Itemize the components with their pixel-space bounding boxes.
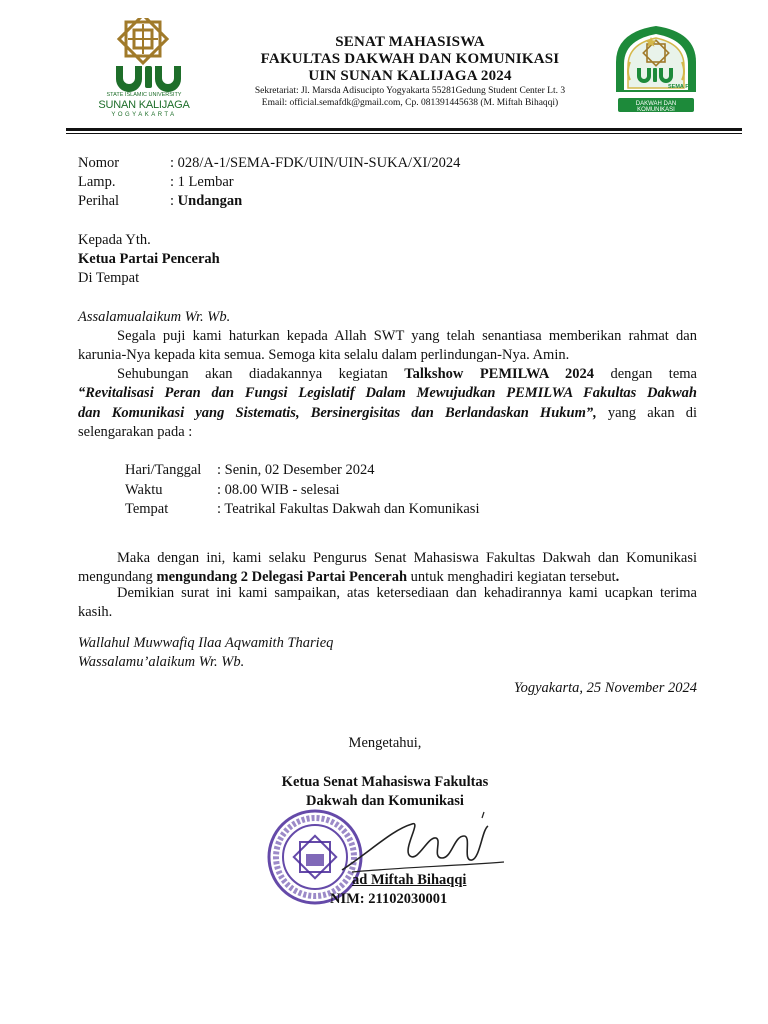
faculty-name: FAKULTAS DAKWAH DAN KOMUNIKASI — [260, 51, 560, 67]
event-theme: “Revitalisasi Peran dan Fungsi Legislatif Dalam Mewujudkan PEMILWA Fakultas Dakwah — [78, 385, 697, 401]
salutation: Assalamualaikum Wr. Wb. — [78, 309, 231, 325]
header-divider-thick — [66, 128, 742, 131]
logo-caption-1: STATE ISLAMIC UNIVERSITY — [106, 92, 182, 98]
paragraph-3-line-2: mengundang mengundang 2 Delegasi Partai Pencerah untuk menghadiri kegiatan tersebut. — [78, 569, 620, 585]
paragraph-3-line-1: Maka dengan ini, kami selaku Pengurus Senat Mahasiswa Fakultas Dakwah dan Komunikasi — [117, 550, 697, 566]
invitation-target: mengundang 2 Delegasi Partai Pencerah — [156, 569, 408, 585]
perihal-label: Perihal — [78, 193, 120, 209]
paragraph-2-line-3: dan Komunikasi yang Sistematis, Bersinergisitas dan Berlandaskan Hukum”, yang akan di — [78, 405, 697, 421]
nomor-label: Nomor — [78, 155, 120, 171]
event-name: Talkshow PEMILWA 2024 — [404, 366, 595, 382]
recipient-greeting: Kepada Yth. — [78, 232, 151, 248]
schedule-day-label: Hari/Tanggal — [125, 462, 202, 478]
university-logo — [96, 18, 192, 128]
university-name: UIN SUNAN KALIJAGA 2024 — [308, 68, 512, 84]
paragraph-4-line-1: Demikian surat ini kami sampaikan, atas ketersediaan dan kehadirannya kami ucapkan terima — [117, 585, 697, 601]
perihal-row — [170, 192, 242, 211]
lamp-value: : 1 Lembar — [170, 174, 234, 190]
closing-prayer: Wallahul Muwwafiq Ilaa Aqwamith Tharieq — [78, 635, 334, 651]
paragraph-2-line-2 — [78, 384, 697, 403]
schedule-place-value: : Teatrikal Fakultas Dakwah dan Komunikasi — [217, 501, 480, 517]
letterhead — [200, 34, 620, 109]
perihal-value: Undangan — [177, 193, 243, 209]
header-divider-thin — [66, 133, 742, 134]
signatory-name: ad Miftah Bihaqqi — [352, 872, 467, 888]
lamp-label: Lamp. — [78, 174, 116, 190]
contact-info: Email: official.semafdk@gmail.com, Cp. 081391445638 (M. Miftah Bihaqqi) — [261, 98, 559, 108]
acknowledged-label: Mengetahui, — [348, 735, 422, 751]
paragraph-4-line-2: kasih. — [78, 604, 113, 620]
signature-stroke-icon — [332, 810, 512, 880]
sema-logo-label: SEMA F — [668, 84, 689, 90]
paragraph-2-line-1: Sehubungan akan diadakannya kegiatan Talkshow PEMILWA 2024 dengan tema — [117, 366, 697, 382]
paragraph-1-line-2: karunia-Nya kepada kita semua. Semoga kita selalu dalam perlindungan-Nya. Amin. — [78, 347, 570, 363]
closing-greeting: Wassalamu’alaikum Wr. Wb. — [78, 654, 245, 670]
recipient-name: Ketua Partai Pencerah — [78, 251, 220, 267]
paragraph-1-line-1: Segala puji kami haturkan kepada Allah SWT yang telah senantiasa memberikan rahmat dan — [117, 328, 697, 344]
logo-caption-2: SUNAN KALIJAGA — [98, 99, 190, 111]
sema-logo-ribbon-text: DAKWAH DAN KOMUNIKASI — [635, 101, 677, 113]
handwritten-signature — [332, 810, 512, 880]
signatory-title-1: Ketua Senat Mahasiswa Fakultas — [281, 774, 489, 790]
perihal-colon: : — [170, 193, 178, 209]
schedule-time-value: : 08.00 WIB - selesai — [217, 482, 340, 498]
secretariat-address: Sekretariat: Jl. Marsda Adisucipto Yogyakarta 55281Gedung Student Center Lt. 3 — [254, 86, 566, 96]
paragraph-2-line-4: selengarakan pada : — [78, 424, 193, 440]
recipient-place: Di Tempat — [78, 270, 140, 286]
logo-caption-3: YOGYAKARTA — [111, 112, 177, 118]
nomor-value: : 028/A-1/SEMA-FDK/UIN/UIN-SUKA/XI/2024 — [170, 155, 461, 171]
place-and-date: Yogyakarta, 25 November 2024 — [513, 680, 697, 696]
signatory-title-2: Dakwah dan Komunikasi — [306, 793, 464, 809]
sema-logo — [610, 22, 702, 118]
signatory-nim: NIM: 21102030001 — [330, 891, 448, 907]
org-name: SENAT MAHASISWA — [335, 34, 485, 50]
schedule-day-value: : Senin, 02 Desember 2024 — [217, 462, 375, 478]
schedule-time-label: Waktu — [125, 482, 163, 498]
schedule-place-label: Tempat — [125, 501, 169, 517]
